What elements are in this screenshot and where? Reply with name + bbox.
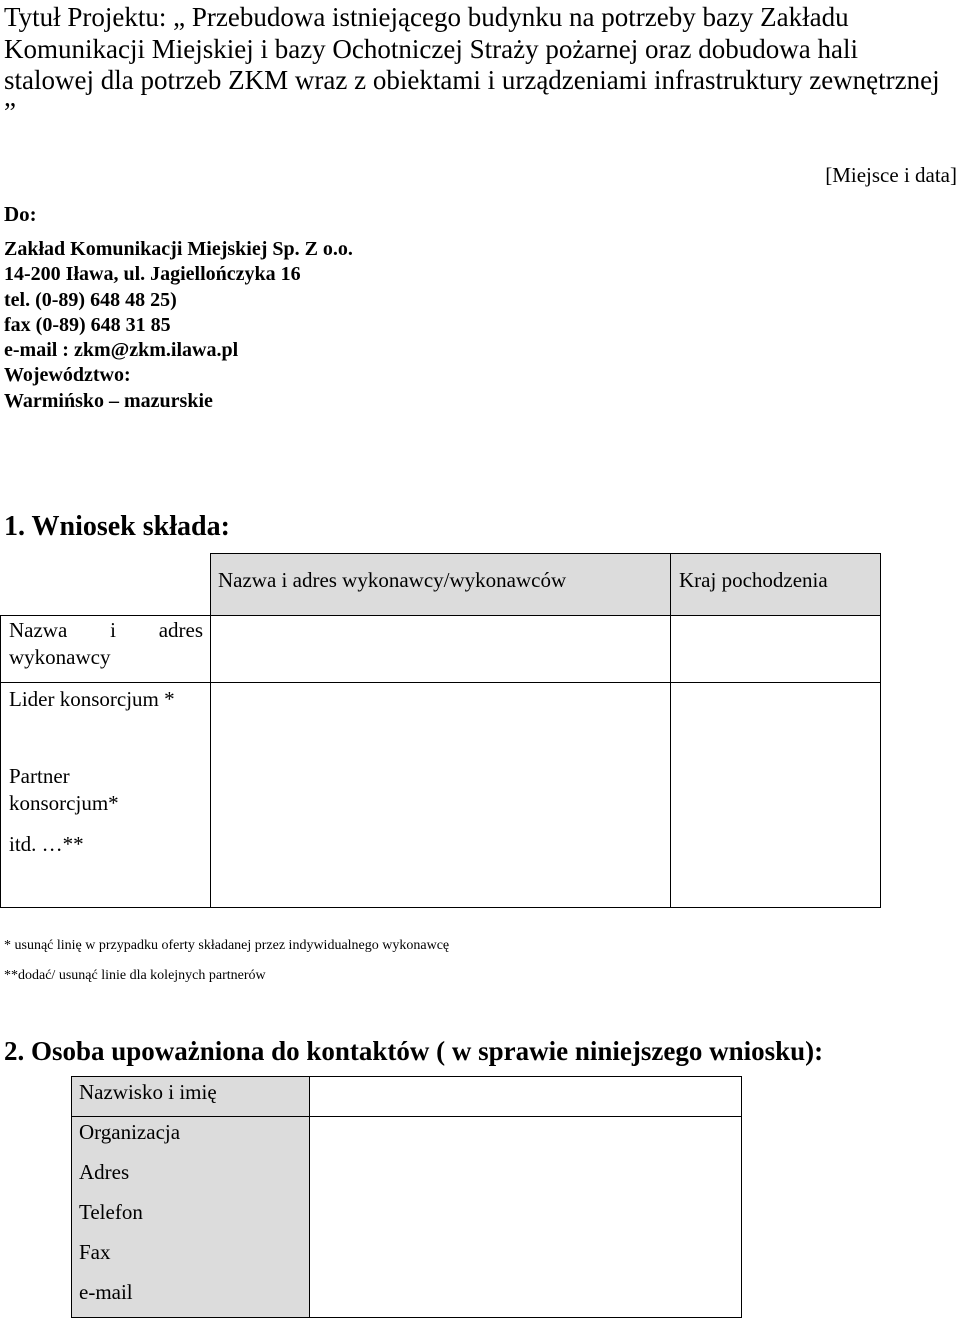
recipient-name: Zakład Komunikacji Miejskiej Sp. Z o.o. bbox=[4, 238, 353, 260]
applicant-table bbox=[0, 553, 881, 908]
footnote-2: **dodać/ usunąć linie dla kolejnych partnerów bbox=[4, 968, 266, 983]
project-title: Tytuł Projektu: „ Przebudowa istniejącego budynku na potrzeby bazy Zakładu Komunikacji Miejskiej i bazy Ochotniczej Straży pożarnej oraz dobudowa hali stalowej dla potrzeb ZKM wraz z obiektami i urządzeniami infrastruktury zewnętrznej ” bbox=[4, 2, 940, 127]
recipient-tel: tel. (0-89) 648 48 25) bbox=[4, 288, 177, 311]
voivodeship-label: Województwo: bbox=[4, 364, 131, 387]
to-label: Do: bbox=[4, 202, 37, 226]
contact-row-organization: Organizacja bbox=[79, 1120, 181, 1144]
table-border bbox=[0, 682, 881, 683]
col-header-name: Nazwa i adres wykonawcy/wykonawców bbox=[218, 568, 567, 592]
table-border bbox=[880, 553, 881, 908]
table-border bbox=[309, 1076, 310, 1318]
row-partner: Partner konsorcjum* bbox=[9, 764, 119, 815]
contact-row-fax: Fax bbox=[79, 1240, 111, 1264]
section1-heading: 1. Wniosek składa: bbox=[4, 511, 230, 542]
table-border bbox=[71, 1076, 742, 1077]
contact-row-name: Nazwisko i imię bbox=[79, 1080, 217, 1104]
recipient-email: e-mail : zkm@zkm.ilawa.pl bbox=[4, 339, 239, 362]
table-border bbox=[210, 553, 881, 554]
recipient-fax: fax (0-89) 648 31 85 bbox=[4, 313, 171, 336]
row-lider: Lider konsorcjum * bbox=[9, 687, 175, 711]
table-border bbox=[741, 1076, 742, 1318]
table-border bbox=[71, 1116, 742, 1117]
place-and-date: [Miejsce i data] bbox=[825, 163, 957, 187]
table-border bbox=[0, 615, 881, 616]
table-border bbox=[210, 553, 211, 908]
recipient-street: 14-200 Iława, ul. Jagiellończyka 16 bbox=[4, 263, 301, 286]
table-border bbox=[0, 907, 881, 908]
contact-table bbox=[71, 1076, 742, 1318]
table-border bbox=[670, 553, 671, 908]
row-itd: itd. …** bbox=[9, 832, 84, 856]
footnote-1: * usunąć linię w przypadku oferty składanej przez indywidualnego wykonawcę bbox=[4, 938, 450, 953]
contact-row-email: e-mail bbox=[79, 1280, 133, 1304]
recipient-address bbox=[4, 237, 353, 414]
contact-row-phone: Telefon bbox=[79, 1200, 143, 1224]
col-header-country: Kraj pochodzenia bbox=[679, 568, 828, 592]
table-border bbox=[0, 615, 1, 908]
contact-row-address: Adres bbox=[79, 1160, 130, 1184]
voivodeship-value: Warmińsko – mazurskie bbox=[4, 389, 213, 412]
section2-heading: 2. Osoba upoważniona do kontaktów ( w sprawie niniejszego wniosku): bbox=[4, 1036, 824, 1066]
table-border bbox=[71, 1317, 742, 1318]
table-border bbox=[71, 1076, 72, 1318]
row-header-main: Nazwa i adres wykonawcy bbox=[9, 618, 203, 669]
